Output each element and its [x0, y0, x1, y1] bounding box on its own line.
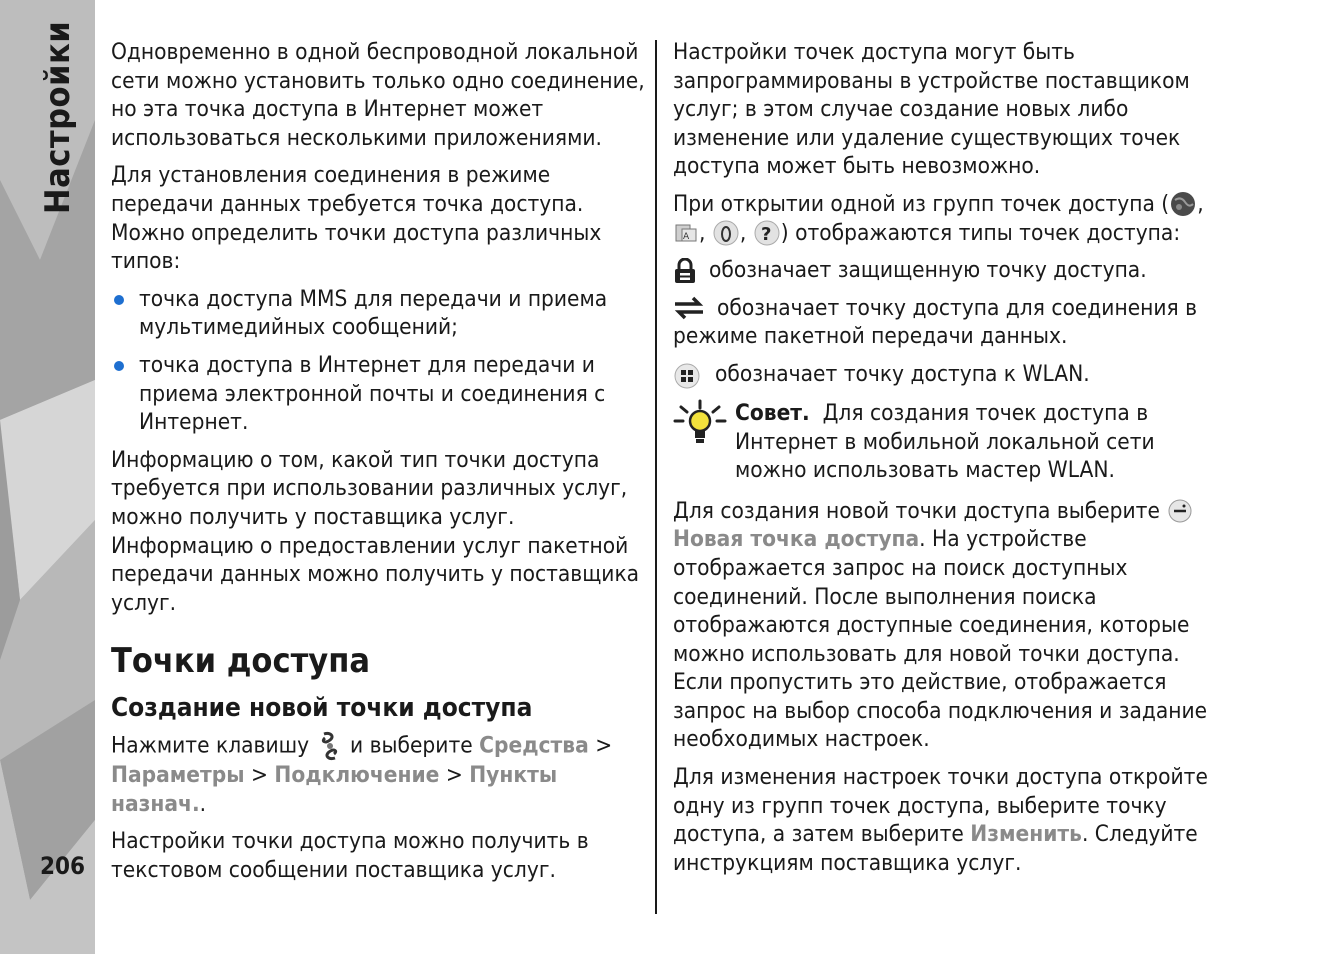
paragraph: Настройки точек доступа могут быть запрограммированы в устройстве поставщиком услуг; в этом случае создание новых либо изменение или удаление существующих точек доступа может быть невозможно. [673, 39, 1190, 180]
wlan-group-icon [712, 219, 740, 247]
tip-box [673, 399, 1213, 485]
tip-body: Для создания точек доступа в Интернет в мобильной локальной сети можно использовать мастер WLAN. [735, 399, 1155, 484]
mms-group-icon [673, 220, 699, 246]
legend-text: обозначает точку доступа для соединения в режиме пакетной передачи данных. [673, 294, 1198, 350]
menu-item-connection: Подключение [274, 762, 440, 789]
comma: , [699, 219, 706, 246]
svg-text:A: A [683, 232, 690, 243]
text: При открытии одной из групп точек доступа ( [673, 190, 1170, 217]
menu-item-destinations: Пункты назнач. [111, 762, 558, 817]
period: . [199, 790, 207, 817]
separator: > [595, 732, 613, 759]
legend-packet [673, 294, 1213, 351]
comma: , [739, 219, 747, 246]
unknown-group-icon [753, 219, 781, 247]
list-item: точка доступа MMS для передачи и приема мультимедийных сообщений; [111, 285, 651, 342]
column-divider [655, 40, 657, 914]
separator: > [251, 762, 268, 789]
legend-text: обозначает точку доступа к WLAN. [715, 360, 1090, 387]
paragraph: Настройки точки доступа можно получить в текстовом сообщении поставщика услуг. [111, 828, 589, 884]
legend-wlan [673, 360, 1213, 390]
left-column [111, 38, 651, 894]
text: и выберите [350, 732, 473, 759]
legend-secure [673, 256, 1213, 285]
separator: > [445, 762, 463, 789]
wlan-icon [673, 362, 703, 390]
paragraph: Информацию о том, какой тип точки доступа требуется при использовании различных услуг, можно получить у поставщика услуг. Информацию о предоставлении услуг пакетной передачи данных можно получить у поставщика услуг. [111, 446, 640, 616]
text: ) отображаются типы точек доступа: [780, 219, 1181, 246]
paragraph [673, 497, 1213, 754]
chapter-title: Настройки [38, 20, 78, 214]
text: Для создания новой точки доступа выберите [673, 497, 1160, 524]
tip-text [735, 399, 1213, 485]
text: Нажмите клавишу [111, 732, 310, 759]
text: Для изменения настроек точки доступа откройте одну из групп точек доступа, выберите точку доступа, а затем выберите [673, 764, 1208, 848]
paragraph [673, 190, 1213, 247]
paragraph [111, 731, 651, 818]
packet-data-icon [673, 296, 705, 320]
paragraph: Одновременно в одной беспроводной локальной сети можно установить только одно соединение, но эта точка доступа в Интернет может использоваться несколькими приложениями. [111, 39, 645, 151]
subsection-heading: Создание новой точки доступа [111, 693, 533, 724]
globe-group-icon [1169, 190, 1197, 218]
menu-item-parameters: Параметры [111, 762, 245, 789]
menu-item-new-access-point: Новая точка доступа [673, 526, 920, 553]
lightbulb-icon [673, 399, 727, 447]
svg-text:?: ? [760, 224, 772, 246]
bullet-list [111, 285, 651, 437]
paragraph [673, 763, 1213, 877]
menu-key-icon [316, 731, 344, 761]
right-column [673, 38, 1213, 886]
list-item: точка доступа в Интернет для передачи и приема электронной почты и соединения с Интернет. [111, 351, 651, 437]
tip-label: Совет. [735, 399, 810, 426]
menu-item-edit: Изменить [970, 821, 1082, 848]
legend-text: обозначает защищенную точку доступа. [709, 257, 1147, 284]
text: . Следуйте инструкциям поставщика услуг. [673, 821, 1198, 876]
menu-item-tools: Средства [479, 732, 589, 759]
text: . На устройстве отображается запрос на поиск доступных соединений. После выполнения поиска отображаются доступные соединения, которые можно использовать для новой точки доступа. Если пропустить это действие, отображается запрос на выбор способа подключения и задание необходимых настроек. [673, 526, 1208, 753]
options-key-icon [1166, 498, 1194, 524]
paragraph: Для установления соединения в режиме передачи данных требуется точка доступа. Можно определить точки доступа различных типов: [111, 162, 602, 275]
section-heading: Точки доступа [111, 641, 371, 682]
page-number: 206 [40, 852, 86, 880]
lock-icon [673, 258, 697, 284]
comma: , [1197, 190, 1204, 217]
